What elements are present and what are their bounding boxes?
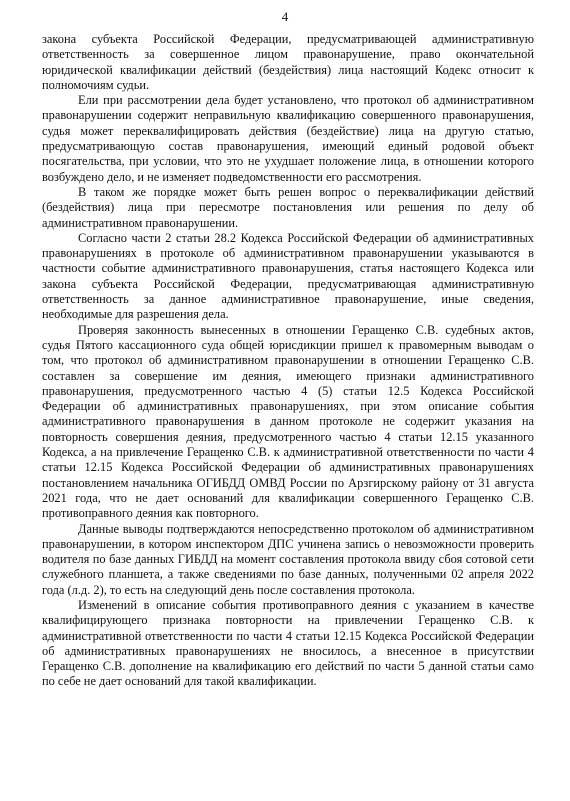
page-number: 4 (281, 9, 289, 24)
paragraph-requalification-by-judge: Ели при рассмотрении дела будет установлено, что протокол об административном правонарушении содержит неправильную квалификацию совершенного правонарушения, судья может переквалифицировать действия (бездействие) лица на другую статью, предусматривающую состав правонарушения, имеющий единый родовой объект посягательства, при условии, что это не ухудшает положение лица, в отношении которого возбуждено дело, и не изменяет подведомственности его рассмотрения. (42, 93, 534, 184)
paragraph-article-28-2: Согласно части 2 статьи 28.2 Кодекса Российской Федерации об административных правонарушениях в протоколе об административном правонарушении указываются в частности событие административного правонарушения, статья настоящего Кодекса или закона субъекта Российской Федерации, предусматривающая административную ответственность за данное административное правонарушение, иные сведения, необходимые для разрешения дела. (42, 230, 534, 322)
paragraph-requalification-on-review: В таком же порядке может быть решен вопрос о переквалификации действий (бездействия) лица при пересмотре постановления или решения по делу об административном правонарушении. (42, 184, 534, 230)
paragraph-protocol-evidence: Данные выводы подтверждаются непосредственно протоколом об административном правонарушении, в котором инспектором ДПС учинена запись о невозможности проверить водителя по базе данных ГИБДД на момент составления протокола ввиду сбоя сотовой сети служебного планшета, а также сведениями по базе данных, полученными 02 апреля 2022 года (л.д. 2), то есть на следующий день после составления протокола. (42, 521, 534, 597)
paragraph-cassation-findings: Проверяя законность вынесенных в отношении Геращенко С.В. судебных актов, судья Пятого кассационного суда общей юрисдикции пришел к правомерным выводам о том, что протокол об административном правонарушении в отношении Геращенко С.В. составлен за совершение им деяния, имеющего признаки административного правонарушения, предусмотренного частью 4 (5) статьи 12.5 Кодекса Российской Федерации об административных правонарушениях, при этом описание события административного правонарушения в данном протоколе не содержит указания на повторность совершения деяния, предусмотренного частью 4 статьи 12.15 указанного Кодекса, а на привлечение Геращенко С.В. к административной ответственности по части 4 статьи 12.15 Кодекса Российской Федерации об административных правонарушениях постановлением начальника ОГИБДД ОМВД России по Арзгирскому району от 31 августа 2021 года, что не дает оснований для квалификации совершенного Геращенко С.В. противоправного деяния как повторного. (42, 322, 534, 521)
paragraph-no-amendments: Изменений в описание события противоправного деяния с указанием в качестве квалифицирующего признака повторности на привлечении Геращенко С.В. к административной ответственности по части 4 статьи 12.15 Кодекса Российской Федерации об административных правонарушениях не вносилось, а внесенное в присутствии Геращенко С.В. дополнение на квалификацию его действий по части 5 данной статьи само по себе не дает оснований для такой квалификации. (42, 597, 534, 689)
paragraph-continuation: закона субъекта Российской Федерации, предусматривающей административную ответственность за совершенное лицом правонарушение, право окончательной юридической квалификации действий (бездействия) лица настоящий Кодекс относит к полномочиям судьи. (42, 32, 534, 92)
document-body (42, 32, 534, 690)
